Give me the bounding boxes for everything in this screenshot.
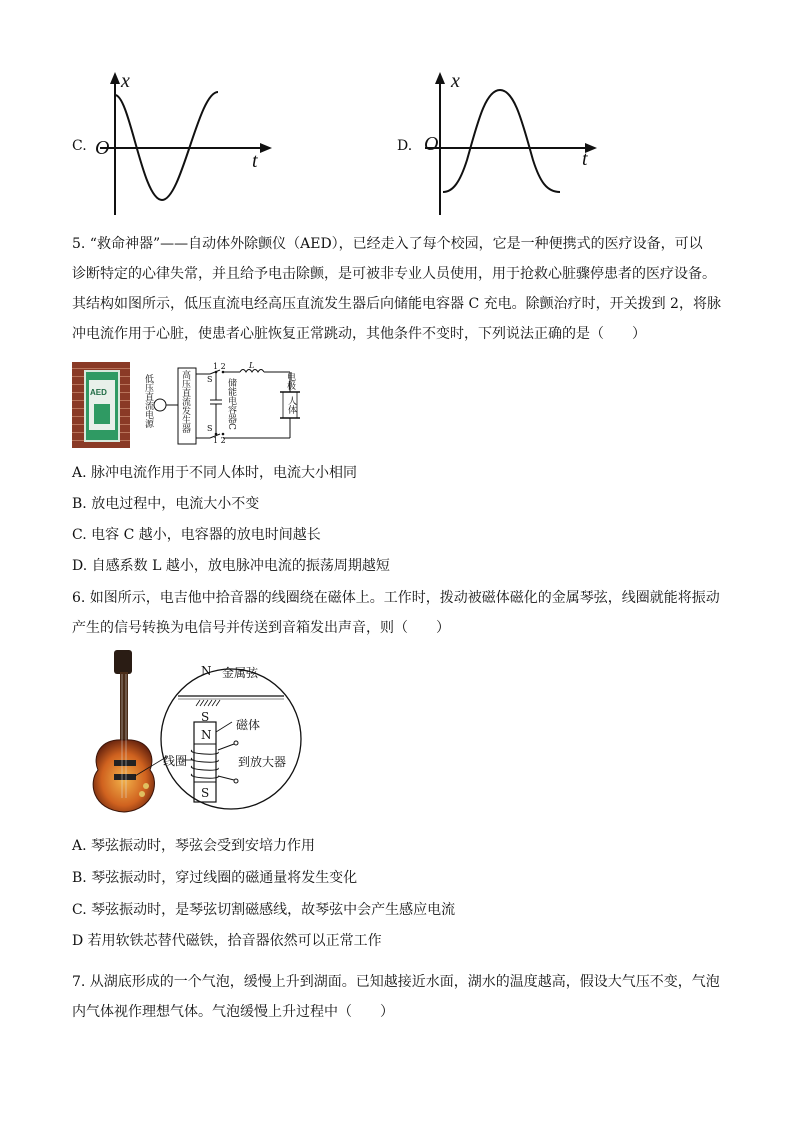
magnet-s-label: S [201,786,210,800]
q6-option-c: C. 琴弦振动时，是琴弦切割磁感线，故琴弦中会产生感应电流 [72,902,456,918]
q5-line-2: 诊断特定的心律失常，并且给予电击除颤，是可被非专业人员使用，用于抢救心脏骤停患者的医疗设备。 [72,266,716,282]
switch-pos-bottom: 1 2 [213,436,226,445]
q5-option-d: D. 自感系数 L 越小，放电脉冲电流的振荡周期越短 [72,558,390,574]
q6-line-2: 产生的信号转换为电信号并传送到音箱发出声音，则（ ） [72,620,450,636]
q6-option-a: A. 琴弦振动时，琴弦会受到安培力作用 [72,838,316,854]
q6-option-d: D 若用软铁芯替代磁铁，拾音器依然可以正常工作 [72,933,382,949]
y-axis-label: x [121,70,130,92]
x-axis-label: t [252,150,258,172]
string-n-label: N [201,664,212,678]
q5-line-3: 其结构如图所示，低压直流电经高压直流发生器后向储能电容器 C 充电。除颤治疗时，开关拨到 2，将脉 [72,296,721,312]
cosine-curve [115,92,218,200]
source-label: 低压直流电源 [143,374,153,428]
capacitor-label: 储能电容器C [226,378,236,430]
graph-c [90,70,280,220]
inductor-label: L [249,361,255,370]
aed-device [94,404,110,424]
y-axis-label: x [451,70,460,92]
switch-top-label: S [207,375,213,384]
q6-option-b: B. 琴弦振动时，穿过线圈的磁通量将发生变化 [72,870,358,886]
electrode-label: 电极 [285,372,295,390]
switch-pos-top: 1 2 [213,362,226,371]
y-axis-arrow [435,72,445,84]
string-s-label: S [201,710,210,724]
magnet-label: 磁体 [236,718,261,732]
q7-line-2: 内气体视作理想气体。气泡缓慢上升过程中（ ） [72,1004,394,1020]
q5-line-4: 冲电流作用于心脏，使患者心脏恢复正常跳动，其他条件不变时，下列说法正确的是（ ） [72,326,646,342]
pickup-diagram [156,664,306,814]
switch-bottom-label: S [207,424,213,433]
option-label-d: D. [397,138,413,154]
q5-option-a: A. 脉冲电流作用于不同人体时，电流大小相同 [72,465,358,481]
string-label: 金属弦 [222,666,259,680]
origin-label: O [424,133,439,155]
q6-line-1: 6. 如图所示，电吉他中拾音器的线圈绕在磁体上。工作时，拨动被磁体磁化的金属琴弦，线圈就能将振动 [72,590,720,606]
graph-d [415,70,605,220]
aed-photo [72,362,130,448]
origin-label: O [95,137,110,159]
y-axis-arrow [110,72,120,84]
coil-label: 线圈 [163,754,188,768]
amplifier-label: 到放大器 [238,755,287,769]
q5-option-b: B. 放电过程中，电流大小不变 [72,496,260,512]
magnet-n-label: N [201,728,212,742]
negative-cosine-curve [443,90,560,192]
generator-label: 高压直流发生器 [180,370,190,433]
body-label: 人体 [286,396,296,414]
q5-line-1: 5. “救命神器”——自动体外除颤仪（AED），已经走入了每个校园，它是一种便携式的医疗设备，可以 [72,236,703,252]
option-label-c: C. [72,138,87,154]
x-axis-arrow [260,143,272,153]
x-axis-label: t [582,148,588,170]
q7-line-1: 7. 从湖底形成的一个气泡，缓慢上升到湖面。已知越接近水面，湖水的温度越高，假设大气压不变，气泡 [72,974,720,990]
q5-option-c: C. 电容 C 越小，电容器的放电时间越长 [72,527,321,543]
aed-photo-label: AED [90,388,107,397]
